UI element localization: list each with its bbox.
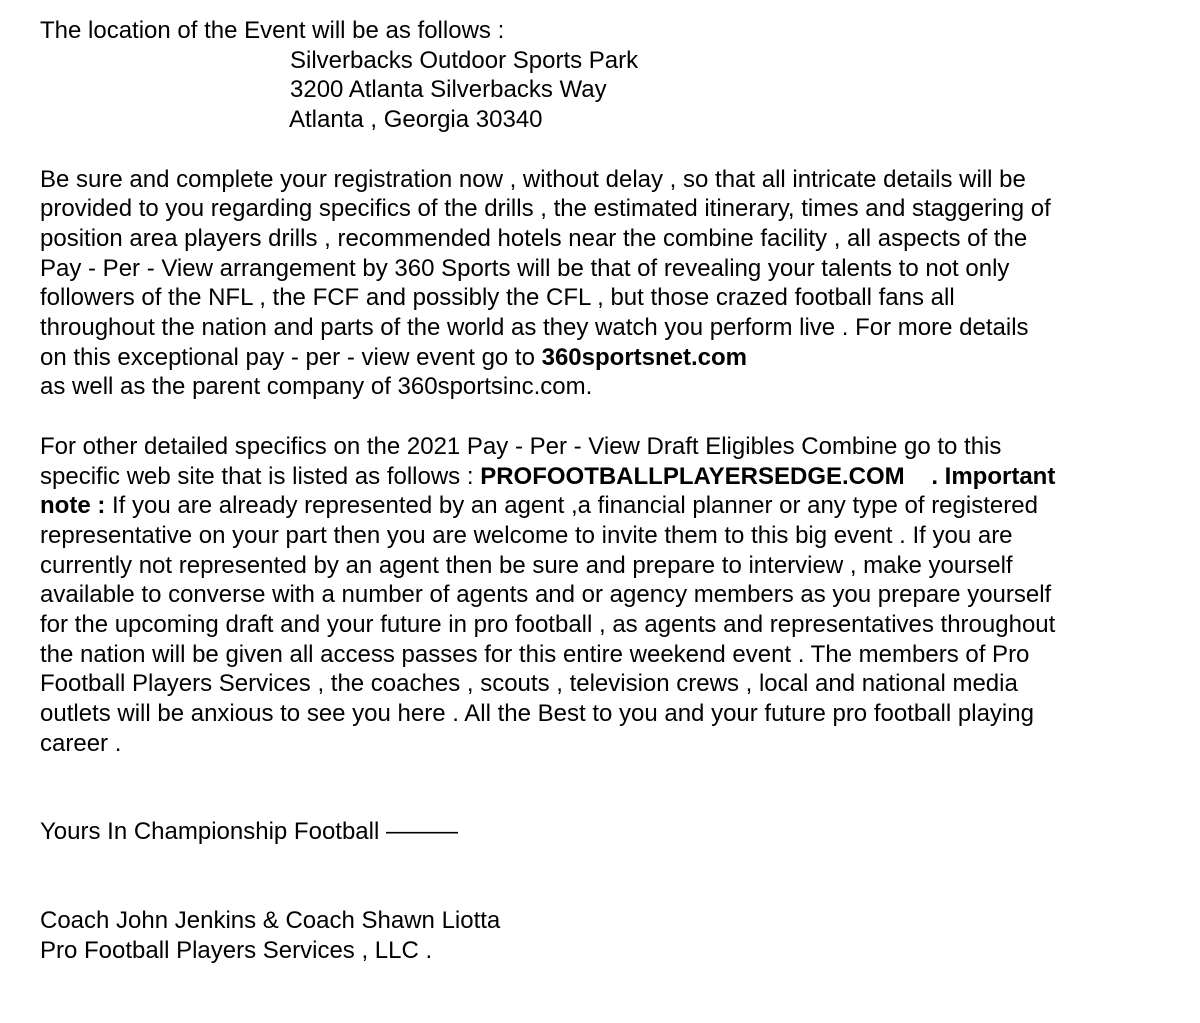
paragraph-spacer	[40, 846, 1170, 906]
registration-line: Pay - Per - View arrangement by 360 Sports will be that of revealing your talents to not only	[40, 254, 1010, 282]
registration-last-line: as well as the parent company of 360sportsinc.com.	[40, 373, 593, 401]
registration-link-prefix: on this exceptional pay - per - view event go to	[40, 343, 542, 371]
location-intro: The location of the Event will be as follows :	[40, 17, 505, 44]
specifics-paragraph	[40, 432, 1170, 759]
specifics-line: representative on your part then you are welcome to invite them to this big event . If you are	[40, 521, 1013, 549]
specifics-link-line	[40, 462, 1170, 492]
location-paragraph	[40, 16, 1170, 135]
address-line-venue: Silverbacks Outdoor Sports Park	[290, 46, 639, 74]
registration-link-line	[40, 343, 1170, 373]
important-note-text: If you are already represented by an agent ,a financial planner or any type of registered	[112, 492, 1038, 520]
specifics-line: For other detailed specifics on the 2021 Pay - Per - View Draft Eligibles Combine go to this	[40, 432, 1002, 460]
closing-salutation-paragraph	[40, 817, 1170, 847]
letter-body	[40, 16, 1170, 966]
specifics-line: the nation will be given all access passes for this entire weekend event . The members of Pro	[40, 640, 1030, 668]
important-note-label: note :	[40, 492, 112, 520]
important-note-line	[40, 491, 1170, 521]
registration-line: position area players drills , recommended hotels near the combine facility , all aspects of the	[40, 224, 1028, 252]
specifics-line: Football Players Services , the coaches , scouts , television crews , local and national media	[40, 670, 1018, 698]
website-link-profootballplayersedge: PROFOOTBALLPLAYERSEDGE.COM . Important	[480, 462, 1056, 490]
paragraph-spacer	[40, 402, 1170, 432]
signers-names: Coach John Jenkins & Coach Shawn Liotta	[40, 907, 501, 935]
paragraph-spacer	[40, 759, 1170, 817]
registration-line: followers of the NFL , the FCF and possibly the CFL , but those crazed football fans all	[40, 284, 955, 312]
address-line-street: 3200 Atlanta Silverbacks Way	[290, 76, 607, 104]
registration-line: provided to you regarding specifics of the drills , the estimated itinerary, times and staggering of	[40, 195, 1051, 223]
specifics-line: career .	[40, 729, 122, 757]
registration-line: throughout the nation and parts of the world as they watch you perform live . For more details	[40, 314, 1029, 342]
registration-paragraph	[40, 165, 1170, 403]
specifics-link-prefix: specific web site that is listed as follows :	[40, 462, 481, 490]
website-link-360sportsnet: 360sportsnet.com	[541, 343, 748, 371]
company-name: Pro Football Players Services , LLC .	[40, 936, 433, 964]
paragraph-spacer	[40, 135, 1170, 165]
specifics-line: available to converse with a number of agents and or agency members as you prepare yourself	[40, 581, 1052, 609]
specifics-line: outlets will be anxious to see you here . All the Best to you and your future pro football playing	[40, 700, 1034, 728]
closing-salutation: Yours In Championship Football ———	[40, 817, 458, 845]
specifics-line: for the upcoming draft and your future in pro football , as agents and representatives throughout	[40, 611, 1056, 639]
specifics-line: currently not represented by an agent then be sure and prepare to interview , make yourself	[40, 551, 1013, 579]
address-line-city: Atlanta , Georgia 30340	[289, 106, 543, 134]
signature-block	[40, 906, 1170, 965]
registration-line: Be sure and complete your registration now , without delay , so that all intricate details will be	[40, 165, 1026, 193]
